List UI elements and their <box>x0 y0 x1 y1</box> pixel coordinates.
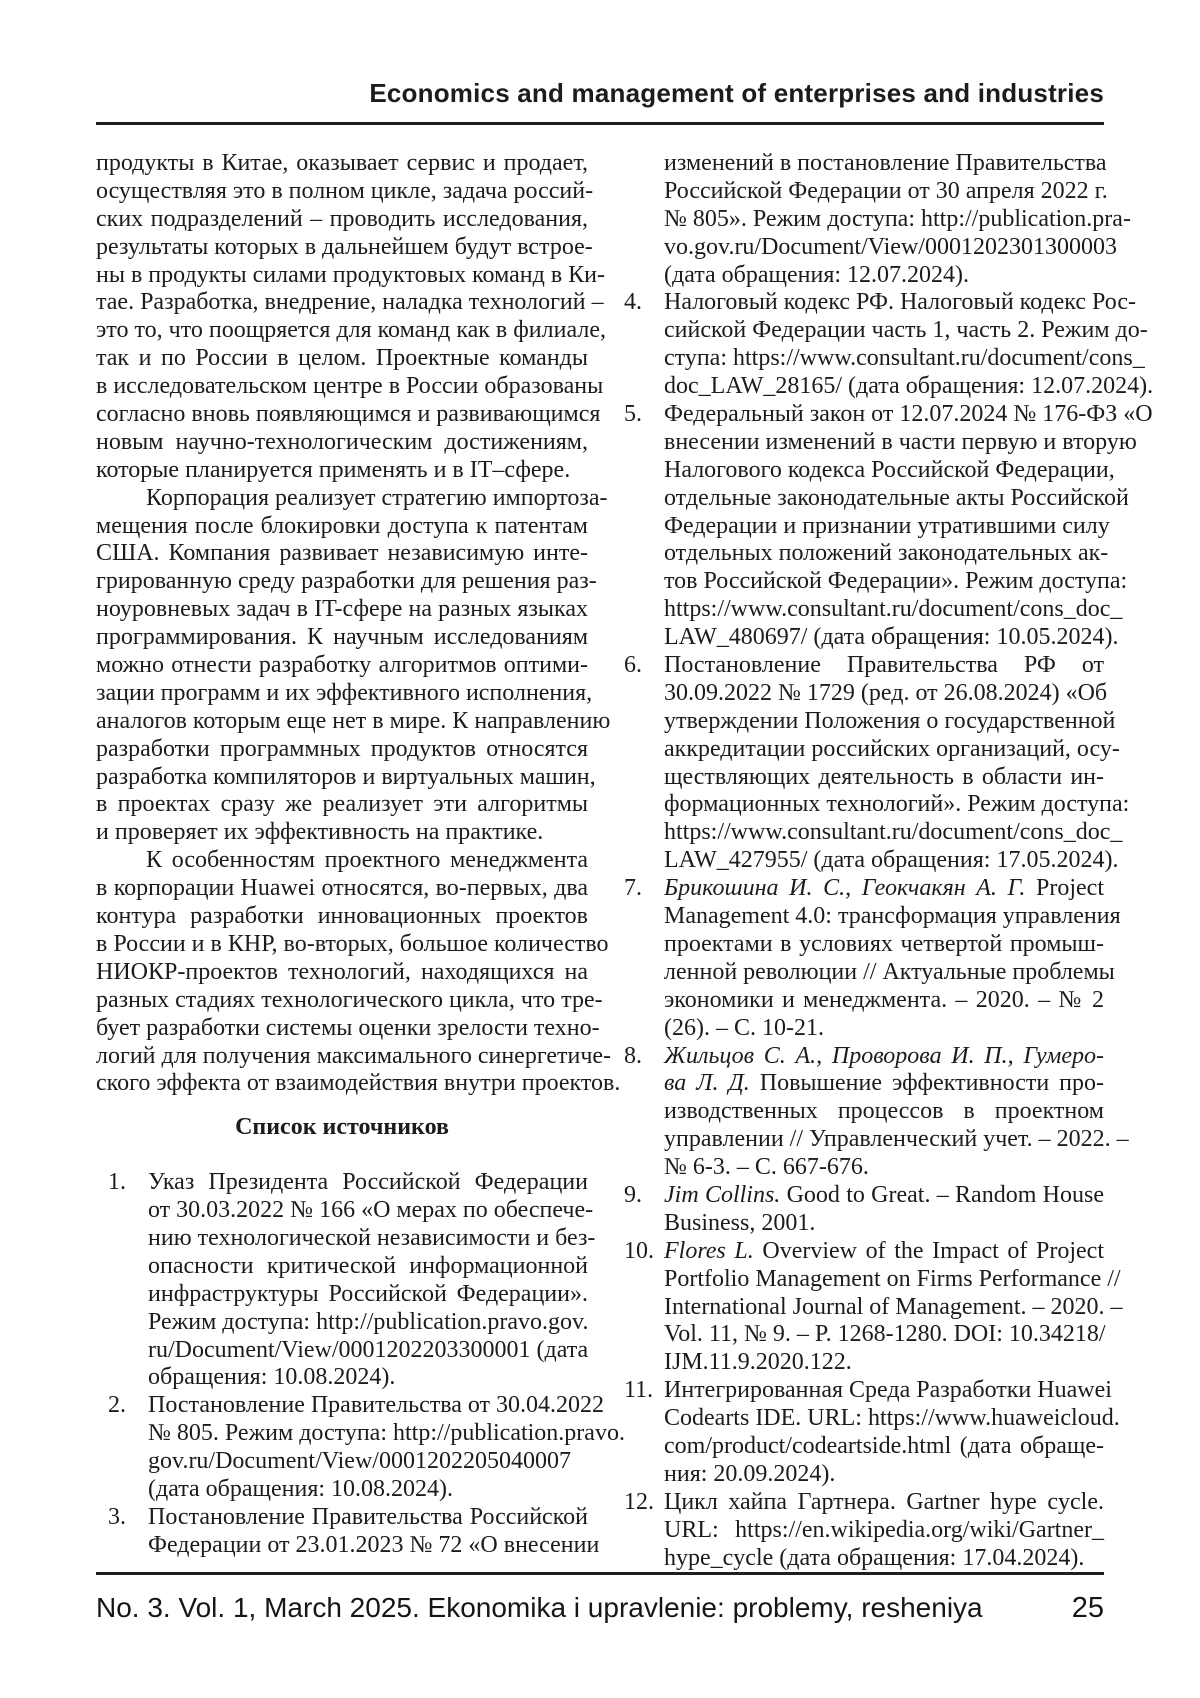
text-line: Федеральный закон от 12.07.2024 № 176-ФЗ «О <box>664 401 1153 428</box>
reference-number: 9. <box>624 1181 642 1208</box>
text-line: сийской Федерации часть 1, часть 2. Режим до- <box>664 317 1148 344</box>
text-line: LAW_427955/ (дата обращения: 17.05.2024). <box>664 847 1119 874</box>
running-head: Economics and management of enterprises and industries <box>96 78 1104 125</box>
text-line: это то, что поощряется для команд как в филиале, <box>96 317 606 344</box>
page-number: 25 <box>1071 1592 1104 1624</box>
reference-text <box>148 1392 625 1504</box>
reference-number: 3. <box>108 1503 126 1530</box>
reference-number: 2. <box>108 1392 126 1419</box>
text-line: разработка компиляторов и виртуальных машин, <box>96 763 596 790</box>
text-line: НИОКР-проектов технологий, находящихся на <box>96 958 588 985</box>
reference-number: 7. <box>624 875 642 902</box>
text-line: gov.ru/Document/View/0001202205040007 <box>148 1448 571 1475</box>
references-heading: Список источников <box>235 1114 449 1141</box>
text-line: тае. Разработка, внедрение, наладка технологий – <box>96 289 604 316</box>
text-line: бует разработки системы оценки зрелости техно- <box>96 1014 600 1041</box>
text-line: Jim Collins. Good to Great. – Random House <box>664 1181 1104 1208</box>
text-line: программирования. К научным исследованиям <box>96 624 588 651</box>
text-line: зации программ и их эффективного исполнения, <box>96 679 593 706</box>
reference-number: 11. <box>624 1377 654 1404</box>
text-line: https://www.consultant.ru/document/cons_doc_ <box>664 596 1123 623</box>
text-line: (дата обращения: 10.08.2024). <box>148 1475 454 1502</box>
reference-item <box>96 1503 600 1560</box>
text-line: № 6-3. – С. 667-676. <box>664 1154 869 1181</box>
reference-text <box>664 1182 1104 1238</box>
reference-text <box>664 1489 1104 1573</box>
text-line: и проверяет их эффективность на практике. <box>96 819 544 846</box>
reference-item <box>612 875 1121 1042</box>
text-line: ступа: https://www.consultant.ru/document/cons_ <box>664 345 1145 372</box>
reference-text <box>664 1237 1123 1377</box>
text-line: Российской Федерации от 30 апреля 2022 г. <box>664 177 1108 204</box>
text-line: нию технологической независимости и без- <box>148 1224 596 1251</box>
text-line: Корпорация реализует стратегию импортоза- <box>146 484 608 511</box>
text-line: внесении изменений в части первую и вторую <box>664 428 1137 455</box>
page-header <box>96 0 1104 125</box>
text-line: Portfolio Management on Firms Performance // <box>664 1265 1121 1292</box>
text-line: можно отнести разработку алгоритмов оптими- <box>96 652 588 679</box>
text-line: Постановление Правительства Российской <box>148 1503 588 1530</box>
text-line: в исследовательском центре в России образованы <box>96 373 604 400</box>
reference-number: 10. <box>624 1237 654 1264</box>
text-line: Налогового кодекса Российской Федерации, <box>664 456 1115 483</box>
reference-item <box>612 401 1153 652</box>
reference-number: 1. <box>108 1169 126 1196</box>
text-line: изводственных процессов в проектном <box>664 1098 1104 1125</box>
text-line: К особенностям проектного менеджмента <box>146 847 588 874</box>
reference-item <box>96 1169 596 1392</box>
text-line: проектами в условиях четвертой промыш- <box>664 930 1104 957</box>
text-line: грированную среду разработки для решения раз- <box>96 568 597 595</box>
reference-item <box>612 1042 1129 1182</box>
text-line: контура разработки инновационных проектов <box>96 903 588 930</box>
reference-text <box>664 1042 1129 1182</box>
text-line: мещения после блокировки доступа к патентам <box>96 512 588 539</box>
paragraph <box>96 484 611 848</box>
text-line: ва Л. Д. Повышение эффективности про- <box>664 1070 1104 1097</box>
text-line: в проектах сразу же реализует эти алгоритмы <box>96 791 588 818</box>
reference-item <box>612 1237 1123 1377</box>
text-line: Федерации и признании утратившими силу <box>664 512 1110 539</box>
text-line: hype_cycle (дата обращения: 17.04.2024). <box>664 1544 1085 1571</box>
text-line: так и по России в целом. Проектные команды <box>96 345 588 372</box>
text-line: com/product/codeartside.html (дата обраще- <box>664 1432 1104 1459</box>
text-line: 30.09.2022 № 1729 (ред. от 26.08.2024) «Об <box>664 679 1108 706</box>
text-line: (26). – С. 10-21. <box>664 1014 824 1041</box>
text-line: отдельных положений законодательных ак- <box>664 540 1109 567</box>
text-line: опасности критической информационной <box>148 1252 588 1279</box>
text-line: LAW_480697/ (дата обращения: 10.05.2024). <box>664 624 1119 651</box>
text-line: изменений в постановление Правительства <box>664 150 1107 176</box>
text-line: от 30.03.2022 № 166 «О мерах по обеспече- <box>148 1197 594 1224</box>
page-footer <box>96 1572 1104 1625</box>
text-line: инфраструктуры Российской Федерации». <box>148 1280 588 1307</box>
text-line: результаты которых в дальнейшем будут встрое- <box>96 233 593 260</box>
paragraph <box>96 847 621 1098</box>
text-line: тов Российской Федерации». Режим доступа: <box>664 568 1128 595</box>
text-line: Business, 2001. <box>664 1209 816 1236</box>
reference-text <box>664 652 1130 875</box>
text-line: Цикл хайпа Гартнера. Gartner hype cycle. <box>664 1488 1104 1515</box>
reference-text <box>664 875 1121 1042</box>
reference-item <box>96 1392 625 1504</box>
text-line: осуществляя это в полном цикле, задача россий- <box>96 177 594 204</box>
text-line: Codearts IDE. URL: https://www.huaweicloud. <box>664 1405 1120 1432</box>
text-line: ны в продукты силами продуктовых команд в Ки- <box>96 261 606 288</box>
reference-continuation <box>664 150 1131 289</box>
reference-text <box>148 1503 600 1560</box>
text-line: Постановление Правительства РФ от <box>664 652 1104 679</box>
reference-item <box>612 289 1154 401</box>
reference-number: 12. <box>624 1488 654 1515</box>
text-line: № 805. Режим доступа: http://publication.pravo. <box>148 1420 625 1447</box>
text-line: Жильцов С. А., Проворова И. П., Гумеро- <box>664 1042 1104 1069</box>
text-line: экономики и менеджмента. – 2020. – № 2 <box>664 986 1104 1013</box>
reference-item <box>612 1377 1120 1489</box>
reference-number: 4. <box>624 289 642 316</box>
reference-number: 5. <box>624 401 642 428</box>
text-line: ленной революции // Актуальные проблемы <box>664 958 1115 985</box>
text-line: vo.gov.ru/Document/View/0001202301300003 <box>664 233 1117 260</box>
text-line: управлении // Управленческий учет. – 2022. – <box>664 1126 1129 1153</box>
text-line: Налоговый кодекс РФ. Налоговый кодекс Рос- <box>664 289 1136 316</box>
reference-text <box>664 401 1153 652</box>
text-line: Указ Президента Российской Федерации <box>148 1169 588 1196</box>
text-line: в корпорации Huawei относятся, во-первых, два <box>96 875 588 902</box>
reference-item <box>612 1182 1104 1238</box>
text-line: ских подразделений – проводить исследования, <box>96 205 588 232</box>
text-line: ноуровневых задач в IT-сфере на разных языках <box>96 596 588 623</box>
paragraph <box>96 150 606 485</box>
reference-item <box>612 652 1130 875</box>
text-line: ния: 20.09.2024). <box>664 1460 836 1487</box>
text-line: аккредитации российских организаций, осу- <box>664 735 1120 762</box>
text-line: № 805». Режим доступа: http://publication.pra- <box>664 205 1131 232</box>
text-line: в России и в КНР, во-вторых, большое количество <box>96 930 609 957</box>
text-line: ществляющих деятельность в области ин- <box>664 763 1104 790</box>
reference-number: 6. <box>624 652 642 679</box>
text-line: согласно вновь появляющимся и развивающимся <box>96 401 601 428</box>
text-line: которые планируется применять и в IT–сфере. <box>96 456 571 483</box>
journal-info: No. 3. Vol. 1, March 2025. Ekonomika i upravlenie: problemy, resheniya <box>96 1592 983 1623</box>
text-line: Flores L. Overview of the Impact of Project <box>664 1237 1105 1264</box>
text-line: URL: https://en.wikipedia.org/wiki/Gartner_ <box>664 1516 1104 1543</box>
text-line: Management 4.0: трансформация управления <box>664 903 1121 930</box>
text-line: ru/Document/View/0001202203300001 (дата <box>148 1336 589 1363</box>
left-column <box>96 150 625 1560</box>
text-line: International Journal of Management. – 2020. – <box>664 1293 1123 1320</box>
text-line: новым научно-технологическим достижениям, <box>96 428 588 455</box>
text-line: Интегрированная Среда Разработки Huawei <box>664 1377 1112 1404</box>
text-line: обращения: 10.08.2024). <box>148 1364 396 1391</box>
right-column <box>612 150 1154 1572</box>
text-line: https://www.consultant.ru/document/cons_doc_ <box>664 819 1123 846</box>
text-line: Брикошина И. С., Геокчакян А. Г. Project <box>664 875 1104 902</box>
text-line: ского эффекта от взаимодействия внутри проектов. <box>96 1070 621 1097</box>
text-line: отдельные законодательные акты Российской <box>664 484 1129 511</box>
text-line: аналогов которым еще нет в мире. К направлению <box>96 707 611 734</box>
text-line: Режим доступа: http://publication.pravo.gov. <box>148 1308 589 1335</box>
text-line: формационных технологий». Режим доступа: <box>664 791 1130 818</box>
reference-number: 8. <box>624 1042 642 1069</box>
text-line: Vol. 11, № 9. – P. 1268-1280. DOI: 10.34218/ <box>664 1321 1106 1348</box>
reference-text <box>148 1169 596 1392</box>
text-line: разных стадиях технологического цикла, что тре- <box>96 986 603 1013</box>
text-line: (дата обращения: 12.07.2024). <box>664 261 970 288</box>
text-line: doc_LAW_28165/ (дата обращения: 12.07.2024). <box>664 373 1154 400</box>
text-line: США. Компания развивает независимую инте- <box>96 540 588 567</box>
text-line: IJM.11.9.2020.122. <box>664 1349 852 1376</box>
text-line: логий для получения максимального синергетиче- <box>96 1042 612 1069</box>
reference-text <box>664 289 1154 401</box>
text-line: Постановление Правительства от 30.04.2022 <box>148 1392 605 1419</box>
reference-item <box>612 1489 1104 1573</box>
reference-text <box>664 1377 1120 1489</box>
text-line: продукты в Китае, оказывает сервис и продает, <box>96 150 588 176</box>
text-line: разработки программных продуктов относятся <box>96 735 588 762</box>
text-line: Федерации от 23.01.2023 № 72 «О внесении <box>148 1531 600 1558</box>
text-line: утверждении Положения о государственной <box>664 707 1116 734</box>
